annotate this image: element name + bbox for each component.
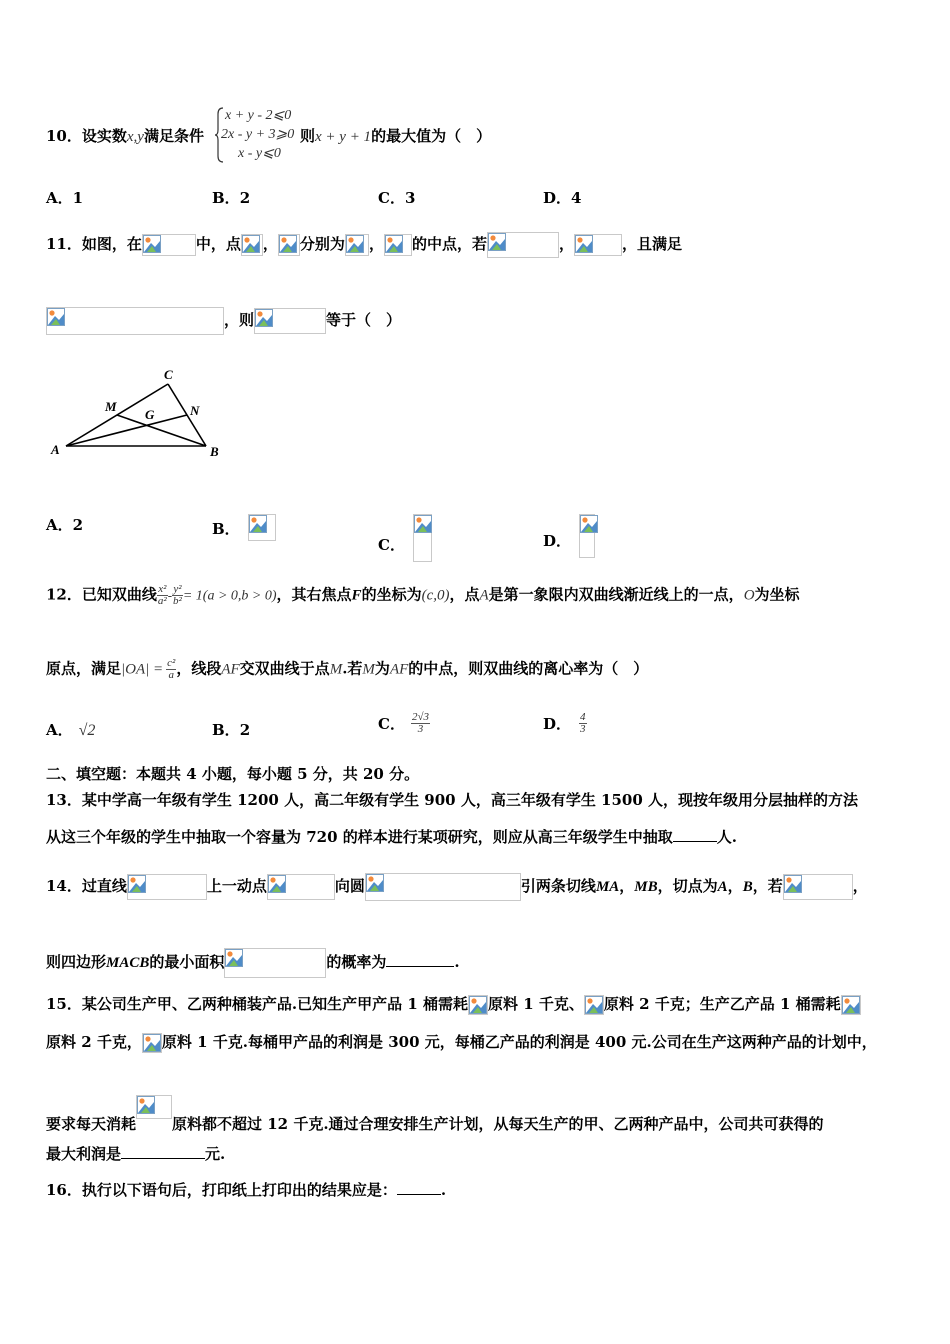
q11-option-b[interactable]: B． (212, 514, 276, 541)
question-11-line2: ，则 等于（ ） (46, 307, 401, 335)
question-14-line1: 14．过直线 上一动点 向圆 引两条切线MA，MB，切点为A，B，若 ， (46, 873, 868, 901)
formula-image (136, 1095, 172, 1119)
q10-option-d[interactable]: D．4 (543, 189, 582, 207)
formula-image (241, 234, 263, 256)
formula-image (248, 514, 276, 541)
question-13-line1: 13．某中学高一年级有学生 1200 人，高二年级有学生 900 人，高三年级有学生 1500 人，现按年级用分层抽样的方法 (46, 791, 859, 809)
q10-option-b[interactable]: B．2 (212, 189, 251, 207)
answer-blank[interactable] (673, 827, 717, 842)
question-15-line1: 15．某公司生产甲、乙两种桶装产品.已知生产甲产品 1 桶需耗 原料 1 千克、 原料 2 千克；生产乙产品 1 桶需耗 (46, 994, 861, 1015)
question-15-line2: 原料 2 千克， 原料 1 千克.每桶甲产品的利润是 300 元，每桶乙产品的利润是 400 元.公司在生产这两种产品的计划中， (46, 1033, 877, 1051)
constraint-system (214, 106, 314, 164)
q10-option-c[interactable]: C．3 (378, 189, 416, 207)
formula-image (584, 995, 604, 1015)
question-12-line1: 12．已知双曲线 $\frac{\text{x²}}{\text{a²}}$ - $\frac{\text{y²}}{\text{b²}}$ = 1(a > 0,b > 0)，其右焦点F的坐标为(c,0)，点A是第一象限内双曲线渐近线上的一点，O为坐标 (46, 583, 800, 607)
question-16: 16．执行以下语句后，打印纸上打印出的结果应是： . (46, 1181, 447, 1199)
formula-image (384, 234, 412, 256)
q10-option-a[interactable]: A．1 (46, 189, 84, 207)
constraint-1: x + y - 2⩽0 (225, 108, 292, 123)
question-11-line1: 11．如图，在 中，点 ， 分别为 ， 的中点，若 ， ，且满足 (46, 232, 682, 258)
question-13-line2: 从这三个年级的学生中抽取一个容量为 720 的样本进行某项研究，则应从高三年级学生中抽取 人. (46, 828, 737, 846)
formula-image (579, 514, 595, 558)
formula-image (254, 308, 326, 334)
constraint-3: x - y⩽0 (238, 146, 281, 161)
label-g: G (145, 407, 155, 422)
question-14-line2: 则四边形MACB的最小面积 的概率为 . (46, 948, 460, 978)
formula-image (142, 1033, 162, 1053)
formula-image (365, 873, 521, 901)
formula-image (413, 514, 432, 562)
label-c: C (164, 367, 173, 382)
question-12-line2: 原点，满足|OA| = $\frac{\text{c²}}{a}$ ，线段AF交双曲线于点M.若M为AF的中点，则双曲线的离心率为（ ） (46, 657, 649, 681)
formula-image (345, 234, 369, 256)
label-b: B (210, 444, 219, 459)
answer-blank[interactable] (397, 1180, 441, 1195)
answer-blank[interactable] (121, 1144, 205, 1159)
formula-image (46, 307, 224, 335)
constraint-2: 2x - y + 3⩾0 (221, 127, 295, 142)
formula-image (278, 234, 300, 256)
q12-option-d[interactable]: D． $\frac{4}{3}$ (543, 711, 586, 735)
formula-image (127, 874, 207, 900)
formula-image (783, 874, 853, 900)
q11-option-c[interactable]: C． (378, 514, 432, 562)
q11-option-d[interactable]: D． (543, 514, 595, 558)
section-2-heading: 二、填空题：本题共 4 小题，每小题 5 分，共 20 分。 (46, 765, 420, 783)
q12-option-c[interactable]: C． $\frac{2√3}{3}$ (378, 711, 429, 735)
formula-image (487, 232, 559, 258)
answer-blank[interactable] (386, 952, 454, 967)
formula-image (841, 995, 861, 1015)
q12-option-a[interactable]: A． √2 (46, 721, 96, 739)
label-m: M (105, 399, 117, 414)
q12-option-b[interactable]: B．2 (212, 721, 251, 739)
formula-image (142, 234, 196, 256)
question-15-line4: 最大利润是 元. (46, 1145, 226, 1163)
triangle-figure (46, 364, 226, 464)
label-a: A (51, 442, 60, 457)
question-10: 10．设实数x,y满足条件 则x + y + 1的最大值为（ ） (46, 127, 492, 145)
formula-image (224, 948, 326, 978)
label-n: N (190, 403, 200, 418)
formula-image (267, 874, 335, 900)
formula-image (574, 234, 622, 256)
formula-image (468, 995, 488, 1015)
question-15-line3: 要求每天消耗 原料都不超过 12 千克.通过合理安排生产计划，从每天生产的甲、乙两种产品中，公司共可获得的 (46, 1095, 824, 1134)
q11-option-a[interactable]: A．2 (46, 516, 84, 534)
